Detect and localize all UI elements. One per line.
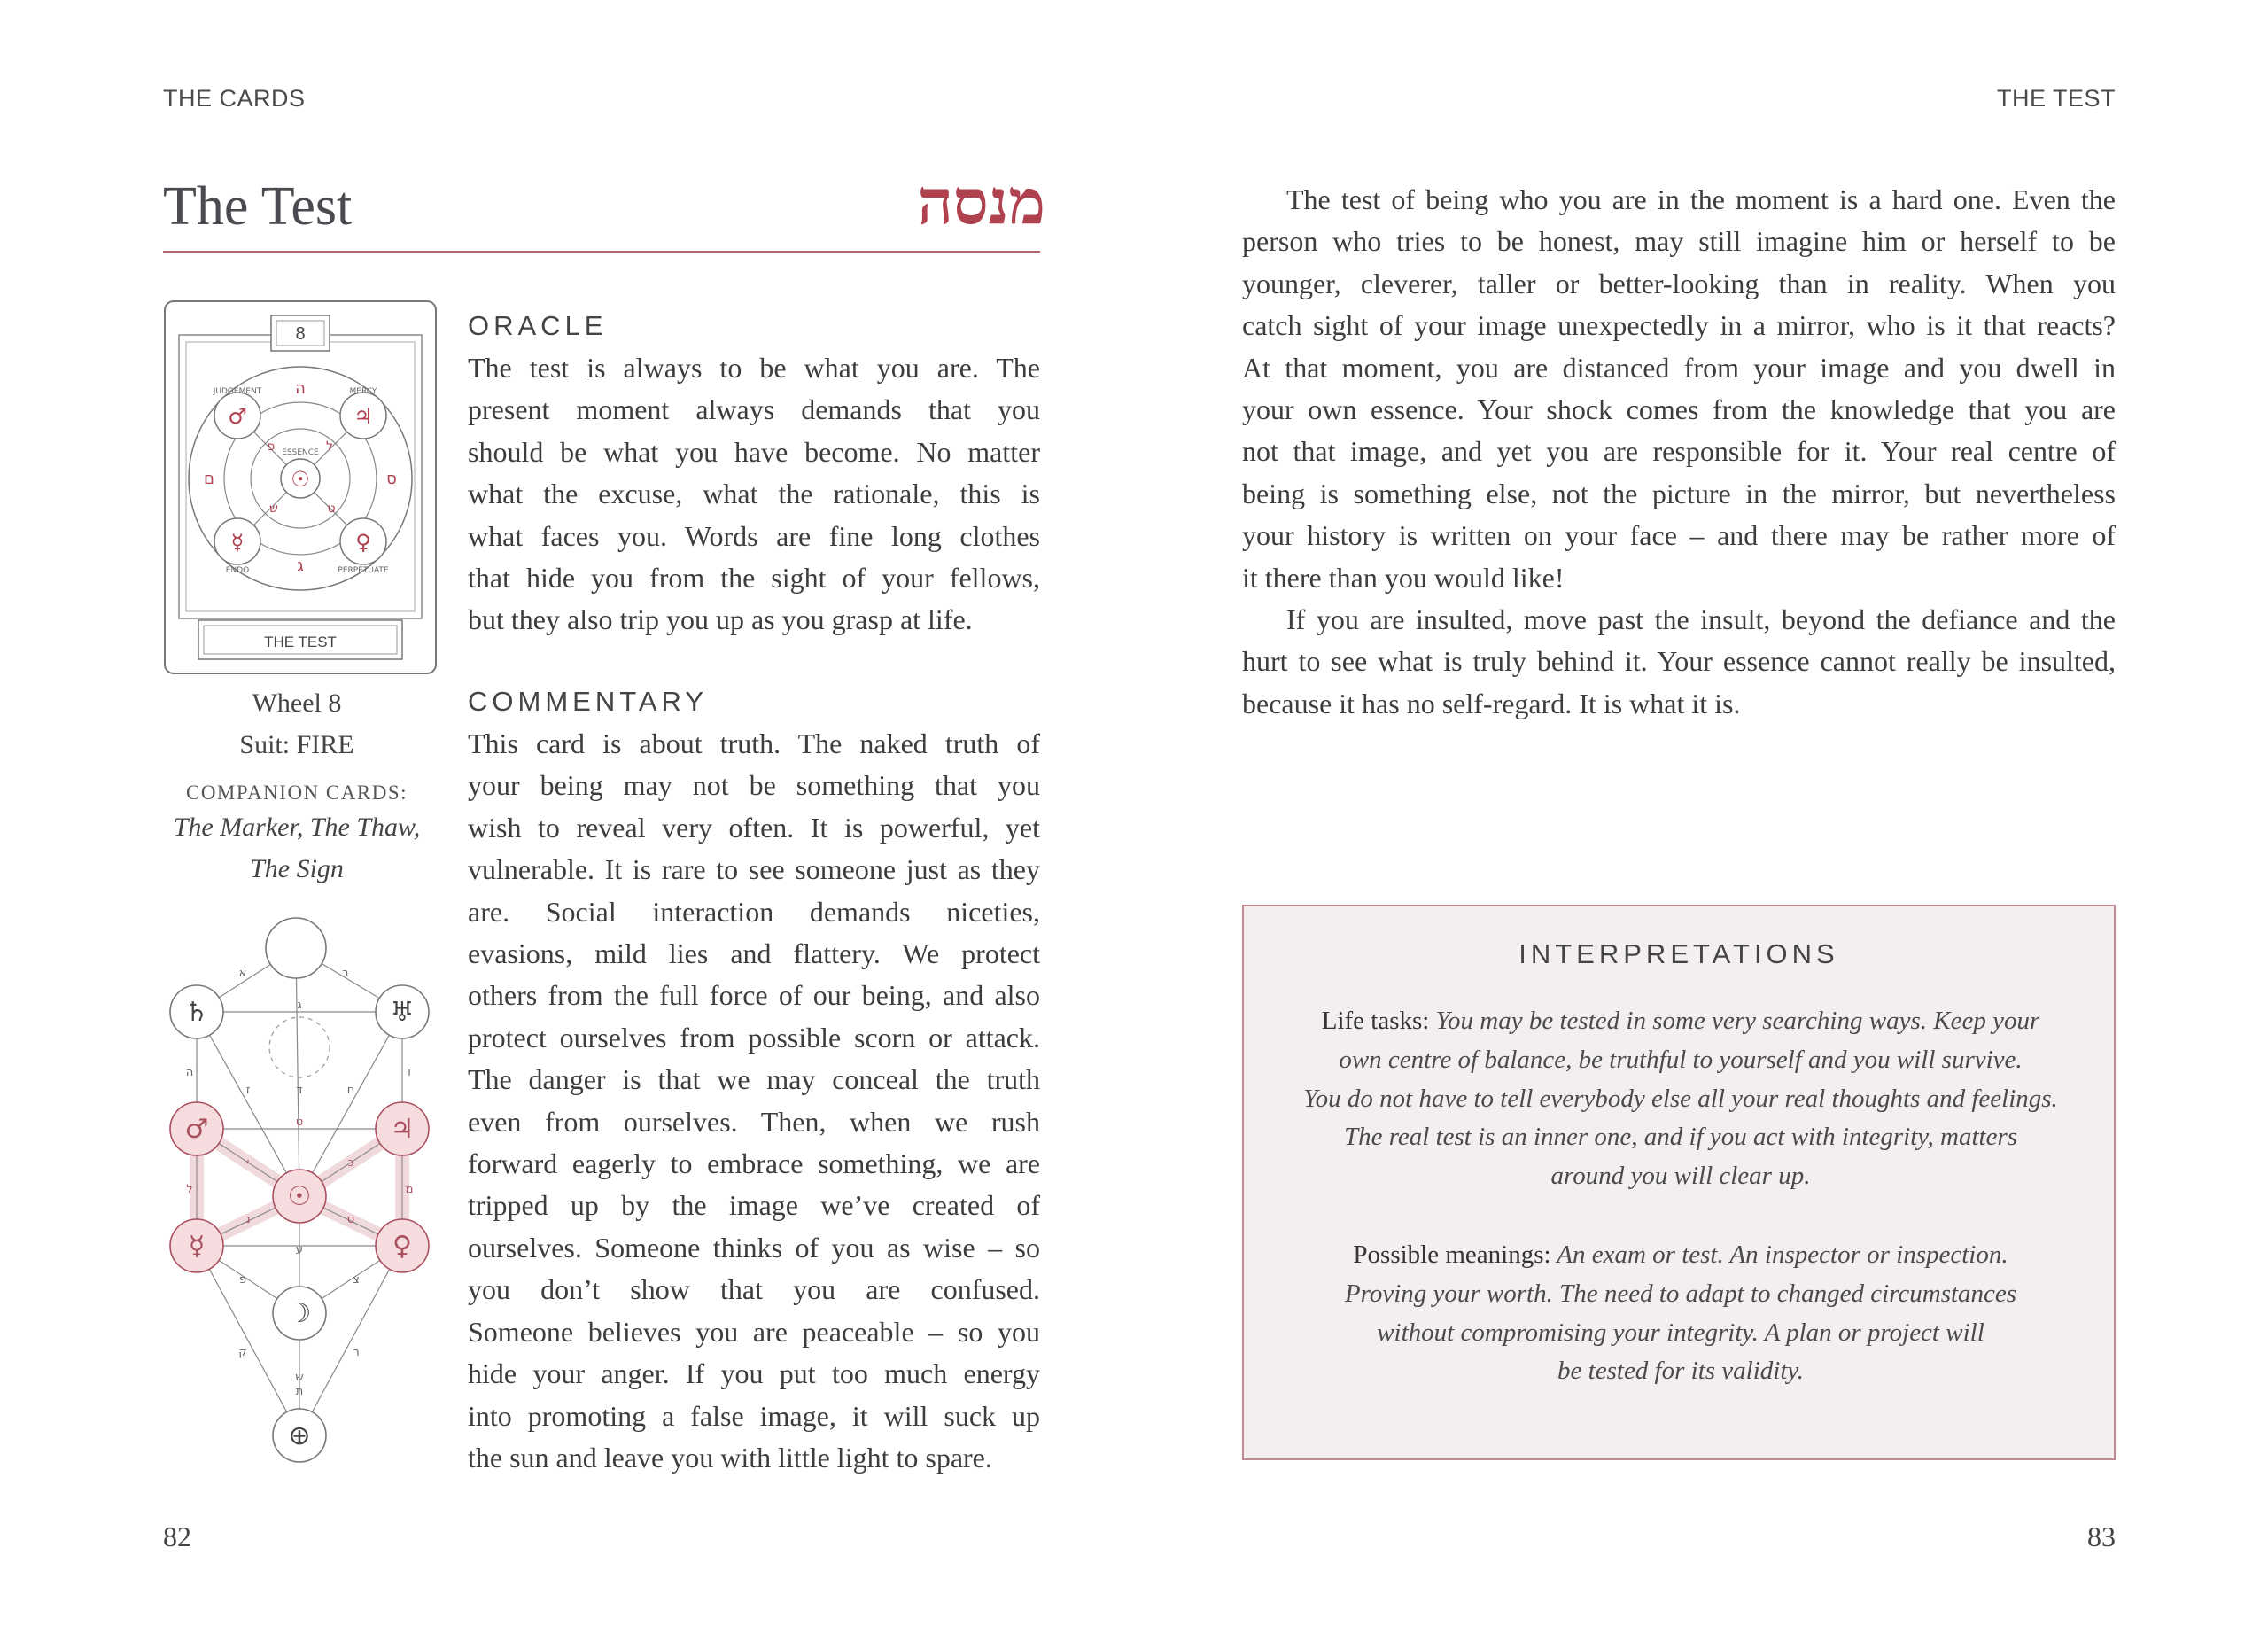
body-line: it there than you would like!: [1242, 561, 1565, 594]
card-letter: פ: [267, 439, 276, 454]
possible-meanings-line: Proving your worth. The need to adapt to changed circumstances: [1344, 1279, 2017, 1308]
commentary-line: Someone believes you are peaceable – so you: [468, 1315, 1040, 1348]
card-symbol: ♂: [228, 404, 247, 429]
tree-letter: נ: [245, 1213, 251, 1226]
commentary-line: even from ourselves. Then, when we rush: [468, 1105, 1040, 1138]
tree-letter: ע: [295, 1243, 304, 1256]
page-number-left: 82: [163, 1520, 191, 1552]
card-symbol: ☉: [291, 467, 310, 492]
possible-meanings-line: An exam or test. An inspector or inspection.: [1557, 1240, 2008, 1269]
card-symbol: ☿: [230, 530, 245, 555]
possible-meanings-label: Possible meanings:: [1353, 1240, 1551, 1269]
body-line: person who tries to be honest, may still imagine him or herself to be: [1242, 225, 2116, 258]
tree-letter: צ: [353, 1273, 360, 1287]
card-letter: ה: [295, 379, 306, 398]
tree-letter: ש: [295, 1371, 304, 1384]
oracle-line: should be what you have become. No matter: [468, 435, 1040, 468]
card-illustration: [163, 299, 438, 675]
card-label: PERPETUATE: [338, 566, 389, 575]
tree-symbol: ⊕: [288, 1420, 311, 1451]
card-label: ESSENCE: [282, 448, 319, 457]
tree-letter: ט: [295, 1116, 304, 1129]
tree-letter: ג: [297, 999, 302, 1012]
card-letter: ג: [297, 556, 304, 575]
card-letter: ט: [327, 502, 336, 516]
body-line: At that moment, you are distanced from your image and you dwell in: [1242, 351, 2116, 384]
commentary-line: protect ourselves from possible scorn or attack.: [468, 1021, 1040, 1054]
commentary-line: forward eagerly to embrace something, we are: [468, 1147, 1040, 1180]
life-tasks-line: You do not have to tell everybody else all your real thoughts and feelings.: [1303, 1084, 2058, 1113]
body-line: your history is written on your face – and there may be rather more of: [1242, 519, 2116, 552]
life-tasks: [1270, 1002, 2091, 1196]
tree-symbol: ☉: [287, 1181, 312, 1212]
tree-symbol: ♂: [184, 1114, 209, 1145]
card-label: MERCY: [349, 387, 377, 396]
tree-symbol: ☽: [287, 1298, 312, 1329]
body-line: being is something else, not the picture in the mirror, but nevertheless: [1242, 477, 2116, 509]
page-number-right: 83: [2087, 1520, 2116, 1552]
card-letter: ם: [204, 470, 214, 488]
commentary-line: tripped up by the image we’ve created of: [468, 1189, 1040, 1222]
tree-letter: ו: [408, 1066, 411, 1079]
commentary-line: you don’t show that you are confused.: [468, 1273, 1040, 1306]
commentary-line: The danger is that we may conceal the truth: [468, 1063, 1040, 1096]
body-line: If you are insulted, move past the insult, beyond the defiance and the: [1286, 603, 2116, 636]
life-tasks-line: around you will clear up.: [1550, 1162, 1811, 1191]
tree-symbol: ♅: [390, 997, 415, 1028]
interpretations-heading: INTERPRETATIONS: [1518, 938, 1839, 969]
tree-symbol: ☿: [188, 1231, 206, 1262]
commentary-line: others from the full force of our being, and also: [468, 979, 1040, 1012]
tree-symbol: ♀: [392, 1231, 412, 1262]
tree-of-life-diagram: [163, 913, 438, 1480]
life-tasks-line: own centre of balance, be truthful to yourself and you will survive.: [1339, 1045, 2023, 1074]
life-tasks-label: Life tasks:: [1321, 1007, 1430, 1035]
card-label: JUDGEMENT: [213, 387, 262, 396]
oracle-line: what faces you. Words are fine long clothes: [468, 519, 1040, 552]
card-number: 8: [295, 324, 306, 344]
commentary-line: the sun and leave you with little light to spare.: [468, 1441, 992, 1474]
running-head-right: THE TEST: [1996, 85, 2116, 112]
card-letter: ס: [386, 470, 397, 488]
oracle-text: [468, 347, 1040, 642]
card-label: ENDO: [225, 566, 250, 575]
commentary-heading: COMMENTARY: [468, 686, 709, 717]
oracle-heading: ORACLE: [468, 310, 608, 341]
tree-letter: ב: [342, 967, 349, 980]
body-line: because it has no self-regard. It is what it is.: [1242, 687, 1741, 719]
tree-letter: א: [238, 967, 247, 980]
oracle-line: present moment always demands that you: [468, 393, 1040, 426]
commentary-line: evasions, mild lies and flattery. We protect: [468, 937, 1040, 970]
body-line: your own essence. Your shock comes from the knowledge that you are: [1242, 393, 2116, 426]
companion-cards-1: The Marker, The Thaw,: [173, 813, 421, 842]
tree-letter: ל: [186, 1183, 193, 1196]
tree-letter: ת: [295, 1385, 304, 1398]
tree-symbol: ♄: [184, 997, 209, 1028]
commentary-line: hide your anger. If you put too much energy: [468, 1357, 1040, 1390]
oracle-line: that hide you from the sight of your fellows,: [468, 562, 1040, 595]
possible-meanings-line: be tested for its validity.: [1557, 1357, 1804, 1386]
tree-letter: ז: [245, 1084, 251, 1097]
tree-letter: ק: [238, 1346, 247, 1359]
commentary-line: your being may not be something that you: [468, 769, 1040, 802]
page-title: The Test: [163, 176, 353, 237]
tree-symbol: ♃: [390, 1114, 415, 1145]
oracle-line: what the excuse, what the rationale, this is: [468, 478, 1040, 510]
title-rule: [163, 251, 1040, 253]
tree-letter: ד: [296, 1084, 303, 1097]
tree-letter: י: [246, 1156, 250, 1170]
card-symbol: ♃: [353, 404, 373, 429]
possible-meanings: [1270, 1236, 2091, 1391]
commentary-line: into promoting a false image, it will suck up: [468, 1399, 1040, 1432]
oracle-line: but they also trip you up as you grasp at life.: [468, 603, 973, 636]
tree-letter: ס: [346, 1213, 355, 1226]
commentary-text: [468, 723, 1040, 1479]
card-letter: ש: [269, 502, 278, 516]
companion-label: COMPANION CARDS:: [185, 782, 408, 804]
right-body-text: [1242, 179, 2116, 725]
card-wheel: Wheel 8: [252, 688, 342, 718]
card-caption: THE TEST: [264, 634, 337, 650]
hebrew-title: מנסה: [917, 165, 1045, 238]
interpretations-box: [1242, 905, 2116, 1460]
oracle-line: The test is always to be what you are. The: [468, 352, 1040, 384]
possible-meanings-line: without compromising your integrity. A plan or project will: [1377, 1318, 1984, 1347]
tree-letter: ח: [346, 1084, 355, 1097]
tree-letter: מ: [405, 1183, 414, 1196]
commentary-line: This card is about truth. The naked truth of: [468, 727, 1040, 759]
body-line: catch sight of your image unexpectedly in a mirror, who is it that reacts?: [1242, 309, 2116, 342]
commentary-line: vulnerable. It is rare to see someone just as they: [468, 853, 1040, 886]
commentary-line: ourselves. Someone thinks of you as wise – so: [468, 1231, 1040, 1264]
tree-letter: פ: [238, 1273, 247, 1287]
card-suit: Suit: FIRE: [239, 730, 354, 759]
life-tasks-line: The real test is an inner one, and if you act with integrity, matters: [1343, 1123, 2018, 1152]
tree-letter: ר: [353, 1346, 360, 1359]
commentary-line: are. Social interaction demands niceties,: [468, 895, 1040, 928]
life-tasks-line: You may be tested in some very searching ways. Keep your: [1435, 1007, 2040, 1035]
body-line: hurt to see what is truly behind it. Your essence cannot really be insulted,: [1242, 645, 2116, 678]
body-line: younger, cleverer, taller or better-looking than in reality. When you: [1242, 267, 2116, 299]
tree-letter: כ: [347, 1156, 354, 1170]
body-line: not that image, and yet you are responsible for it. Your real centre of: [1242, 435, 2116, 468]
companion-cards-2: The Sign: [250, 854, 344, 883]
body-line: The test of being who you are in the moment is a hard one. Even the: [1286, 183, 2116, 215]
tree-letter: ה: [185, 1066, 194, 1079]
card-symbol: ♀: [355, 530, 371, 555]
card-letter: ל: [326, 439, 333, 454]
commentary-line: wish to reveal very often. It is powerful, yet: [468, 811, 1040, 844]
running-head-left: THE CARDS: [163, 85, 306, 112]
